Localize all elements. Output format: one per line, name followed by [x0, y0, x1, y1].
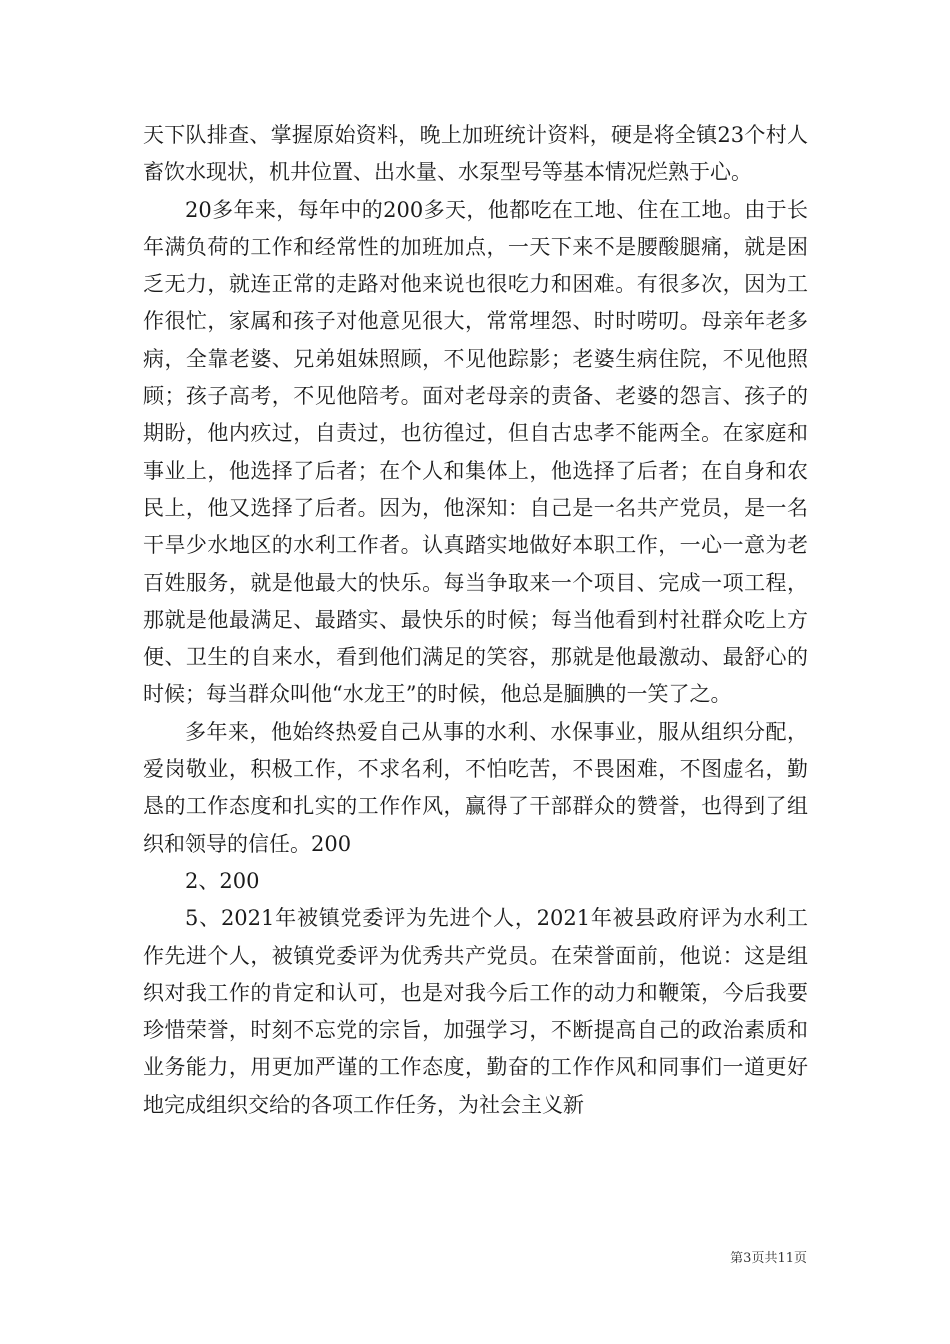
- paragraph-1: 天下队排查、掌握原始资料，晚上加班统计资料，硬是将全镇23个村人畜饮水现状，机井位置、出水量、水泵型号等基本情况烂熟于心。: [143, 123, 808, 185]
- paragraph-4: 2、200: [185, 868, 260, 893]
- paragraph-2: 20多年来，每年中的200多天，他都吃在工地、住在工地。由于长年满负荷的工作和经常性的加班加点，一天下来不是腰酸腿痛，就是困乏无力，就连正常的走路对他来说也很吃力和困难。有很多次，因为工作很忙，家属和孩子对他意见很大，常常埋怨、时时唠叨。母亲年老多病，全靠老婆、兄弟姐妹照顾，不见他踪影；老婆生病住院，不见他照顾；孩子高考，不见他陪考。面对老母亲的责备、老婆的怨言、孩子的期盼，他内疚过，自责过，也彷徨过，但自古忠孝不能两全。在家庭和事业上，他选择了后者；在个人和集体上，他选择了后者；在自身和农民上，他又选择了后者。因为，他深知：自己是一名共产党员，是一名干旱少水地区的水利工作者。认真踏实地做好本职工作，一心一意为老百姓服务，就是他最大的快乐。每当争取来一个项目、完成一项工程，那就是他最满足、最踏实、最快乐的时候；每当他看到村社群众吃上方便、卫生的自来水，看到他们满足的笑容，那就是他最激动、最舒心的时候；每当群众叫他“水龙王”的时候，他总是腼腆的一笑了之。: [143, 197, 808, 707]
- paragraph-5: 5、2021年被镇党委评为先进个人，2021年被县政府评为水利工作先进个人，被镇党委评为优秀共产党员。在荣誉面前，他说：这是组织对我工作的肯定和认可，也是对我今后工作的动力和鞭策，今后我要珍惜荣誉，时刻不忘党的宗旨，加强学习，不断提高自己的政治素质和业务能力，用更加严谨的工作态度，勤奋的工作作风和同事们一道更好地完成组织交给的各项工作任务，为社会主义新: [143, 906, 808, 1117]
- paragraph-3: 多年来，他始终热爱自己从事的水利、水保事业，服从组织分配，爱岗敬业，积极工作，不求名利，不怕吃苦，不畏困难，不图虚名，勤恳的工作态度和扎实的工作作风，赢得了干部群众的赞誉，也得到了组织和领导的信任。200: [143, 719, 808, 856]
- page-number-footer: 第3页共11页: [730, 1251, 807, 1266]
- document-body: [143, 117, 808, 1124]
